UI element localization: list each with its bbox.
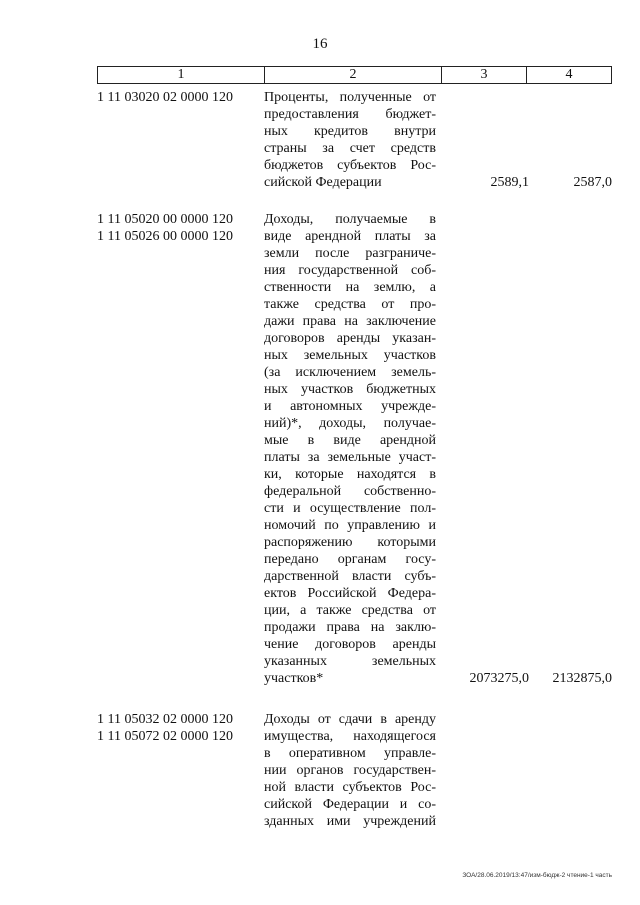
description-line: дарственной власти субъ- (264, 569, 436, 584)
description-line: (за исключением земель- (264, 365, 436, 380)
description-line: и автономных учрежде- (264, 399, 436, 414)
description-line: земли после разграниче- (264, 246, 436, 261)
description-line: сийской Федерации и со- (264, 797, 436, 812)
description-line: в оперативном управле- (264, 746, 436, 761)
description-line: сийской Федерации (264, 175, 382, 190)
value-col-3: 2073275,0 (469, 671, 529, 686)
description-line: также средства от про- (264, 297, 436, 312)
budget-code: 1 11 05032 02 0000 120 (97, 712, 233, 727)
description-line: виде арендной платы за (264, 229, 436, 244)
description-line: участков* (264, 671, 324, 686)
description-line: бюджетов субъектов Рос- (264, 158, 436, 173)
header-col-3: 3 (442, 67, 527, 83)
budget-code: 1 11 05026 00 0000 120 (97, 229, 233, 244)
description-line: Доходы, получаемые в (264, 212, 436, 227)
description-line: ных кредитов внутри (264, 124, 436, 139)
budget-code: 1 11 05072 02 0000 120 (97, 729, 233, 744)
footer-note: ЗОА/28.06.2019/13:47/изм-бюдж-2 чтение-1 часть (462, 872, 612, 879)
header-col-4: 4 (565, 67, 573, 82)
description-line: нии органов государствен- (264, 763, 436, 778)
description-line: Проценты, полученные от (264, 90, 436, 105)
description-line: имущества, находящегося (264, 729, 436, 744)
row-description (264, 211, 436, 687)
description-line: ки, которые находятся в (264, 467, 436, 482)
description-line: распоряжению которыми (264, 535, 436, 550)
row-codes (97, 89, 257, 106)
description-line: ных земельных участков (264, 348, 436, 363)
value-col-4: 2132875,0 (552, 671, 612, 686)
description-line: предоставления бюджет- (264, 107, 436, 122)
budget-code: 1 11 03020 02 0000 120 (97, 90, 233, 105)
description-line: Доходы от сдачи в аренду (264, 712, 436, 727)
description-line: федеральной собственно- (264, 484, 436, 499)
description-line: ственности на землю, а (264, 280, 436, 295)
description-line: ной власти субъектов Рос- (264, 780, 436, 795)
description-line: мые в виде арендной (264, 433, 436, 448)
description-line: продажи права на заклю- (264, 620, 436, 635)
description-line: ции, а также средства от (264, 603, 436, 618)
header-col-2: 2 (265, 67, 442, 83)
description-line: ектов Российской Федера- (264, 586, 436, 601)
description-line: зданных ими учреждений (264, 814, 436, 829)
budget-code: 1 11 05020 00 0000 120 (97, 212, 233, 227)
description-line: страны за счет средств (264, 141, 436, 156)
description-line: ния государственной соб- (264, 263, 436, 278)
description-line: сти и осуществление пол- (264, 501, 436, 516)
row-codes (97, 711, 257, 745)
value-col-4: 2587,0 (573, 175, 612, 190)
row-description (264, 711, 436, 830)
description-line: ний)*, доходы, получае- (264, 416, 436, 431)
page-number: 16 (312, 36, 328, 52)
description-line: номочий по управлению и (264, 518, 436, 533)
table-header (97, 66, 612, 84)
description-line: ных участков бюджетных (264, 382, 436, 397)
description-line: дажи права на заключение (264, 314, 436, 329)
description-line: указанных земельных (264, 654, 436, 669)
description-line: договоров аренды указан- (264, 331, 436, 346)
value-col-3: 2589,1 (490, 175, 529, 190)
description-line: передано органам госу- (264, 552, 436, 567)
description-line: чение договоров аренды (264, 637, 436, 652)
row-description (264, 89, 436, 191)
row-codes (97, 211, 257, 245)
header-col-1: 1 (98, 67, 265, 83)
description-line: платы за земельные участ- (264, 450, 436, 465)
